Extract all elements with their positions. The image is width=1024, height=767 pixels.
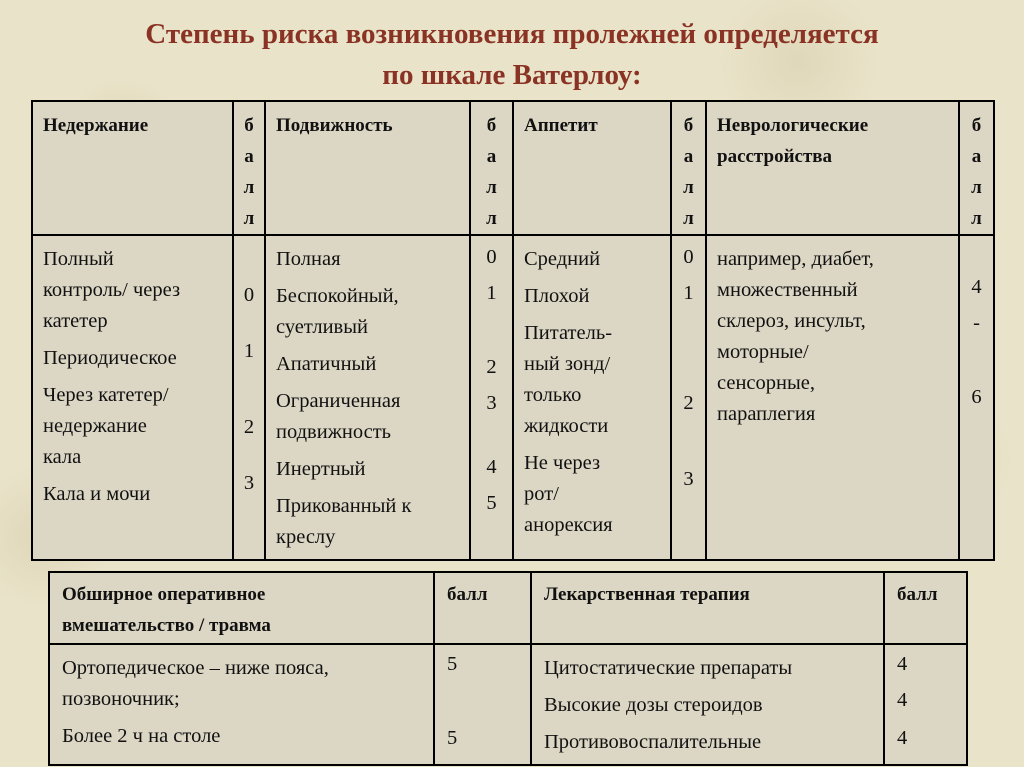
score-value: 0 xyxy=(243,284,255,306)
incontinence-items xyxy=(32,235,233,560)
text-line: параплегия xyxy=(717,403,816,425)
drug-scores xyxy=(884,644,967,765)
ball-letter: б xyxy=(486,115,497,136)
header-ball-appetite xyxy=(671,101,706,235)
appetite-items xyxy=(513,235,671,560)
ball-letter: л xyxy=(683,177,694,198)
header-incontinence: Недержание xyxy=(32,101,233,235)
table-body-row xyxy=(32,235,994,560)
score-value: 6 xyxy=(971,386,982,408)
ball-letter: а xyxy=(486,146,497,167)
title-line-1: Степень риска возникновения пролежней определяется xyxy=(145,18,879,50)
text-line: множественный xyxy=(717,279,858,301)
list-item-line: кала xyxy=(43,446,82,468)
ball-letter: а xyxy=(971,146,982,167)
header-drugs: Лекарственная терапия xyxy=(531,572,884,644)
ball-letter: а xyxy=(683,146,694,167)
list-item xyxy=(276,454,469,485)
list-item-line: ный зонд/ xyxy=(524,353,611,375)
score-value: 4 xyxy=(971,276,982,298)
list-item xyxy=(524,318,670,442)
header-surgery: Обширное оперативное вмешательство / травма xyxy=(49,572,434,644)
score-value: 5 xyxy=(447,653,458,675)
score-value: 5 xyxy=(486,492,497,514)
list-item xyxy=(43,343,232,374)
list-item-line: только xyxy=(524,384,582,406)
header-ball-mobility xyxy=(470,101,513,235)
score-value: - xyxy=(973,312,980,334)
score-value: 2 xyxy=(683,392,694,414)
list-item-line: Прикованный к xyxy=(276,495,412,517)
score-value: 3 xyxy=(683,468,694,490)
mobility-scores xyxy=(470,235,513,560)
list-item xyxy=(43,479,232,510)
mobility-items xyxy=(265,235,470,560)
header-neuro: Неврологические расстройства xyxy=(706,101,959,235)
neuro-items xyxy=(706,235,959,560)
list-item-line: суетливый xyxy=(276,316,368,338)
list-item xyxy=(62,721,433,752)
score-value: 4 xyxy=(486,456,497,478)
score-value: 2 xyxy=(243,416,255,438)
header-mobility: Подвижность xyxy=(265,101,470,235)
list-item-line: Питатель- xyxy=(524,322,613,344)
list-item-line: позвоночник; xyxy=(62,688,180,710)
list-item xyxy=(43,380,232,473)
title-line-2: по шкале Ватерлоу: xyxy=(382,59,642,91)
header-ball-incontinence xyxy=(233,101,265,235)
list-item-line: жидкости xyxy=(524,415,609,437)
list-item-line: недержание xyxy=(43,415,147,437)
list-item xyxy=(276,244,469,275)
list-item xyxy=(524,281,670,312)
score-value: 1 xyxy=(486,282,497,304)
list-item-line: контроль/ через xyxy=(43,279,181,301)
list-item-line: Полная xyxy=(276,248,341,270)
header-appetite: Аппетит xyxy=(513,101,671,235)
ball-letter: б xyxy=(244,115,254,136)
ball-letter: б xyxy=(971,115,982,136)
score-value: 3 xyxy=(486,392,497,414)
list-item-line: Через катетер/ xyxy=(43,384,169,406)
ball-letter: л xyxy=(486,208,497,229)
list-item-line: Периодическое xyxy=(43,347,177,369)
text-line: например, диабет, xyxy=(717,248,874,270)
score-value: 0 xyxy=(683,246,694,268)
surgery-items xyxy=(49,644,434,765)
score-value: 2 xyxy=(486,356,497,378)
ball-letter: л xyxy=(683,208,694,229)
list-item-line: Средний xyxy=(524,248,601,270)
text-line: Противовоспалительные xyxy=(544,731,762,753)
list-item-line: катетер xyxy=(43,310,108,332)
text-line: Цитостатические препараты xyxy=(544,657,793,679)
score-value: 1 xyxy=(243,340,255,362)
list-item xyxy=(276,491,469,553)
drug-items xyxy=(531,644,884,765)
list-item xyxy=(524,244,670,275)
list-item xyxy=(62,653,433,715)
list-item-line: рот/ xyxy=(524,483,559,505)
text-line: Высокие дозы стероидов xyxy=(544,694,763,716)
list-item-line: Кала и мочи xyxy=(43,483,151,505)
list-item-line: Более 2 ч на столе xyxy=(62,725,221,747)
list-item xyxy=(276,349,469,380)
ball-letter: л xyxy=(243,208,255,229)
ball-letter: а xyxy=(244,146,254,167)
slide-title xyxy=(0,14,1024,96)
additional-factors-table xyxy=(48,571,968,766)
ball-letter: л xyxy=(486,177,497,198)
incontinence-scores xyxy=(233,235,265,560)
header-ball-neuro xyxy=(959,101,994,235)
text-line: склероз, инсульт, xyxy=(717,310,866,332)
list-item xyxy=(524,448,670,541)
header-ball-drugs: балл xyxy=(884,572,967,644)
header-ball-surgery: балл xyxy=(434,572,531,644)
list-item-line: Апатичный xyxy=(276,353,377,375)
text-line: моторные/ xyxy=(717,341,809,363)
list-item xyxy=(276,386,469,448)
list-item-line: Полный xyxy=(43,248,114,270)
score-value: 5 xyxy=(447,727,458,749)
score-value: 4 xyxy=(897,653,908,675)
list-item-line: Ортопедическое – ниже пояса, xyxy=(62,657,329,679)
list-item xyxy=(43,244,232,337)
list-item-line: подвижность xyxy=(276,421,392,443)
list-item-line: креслу xyxy=(276,526,336,548)
text-line: сенсорные, xyxy=(717,372,815,394)
appetite-scores xyxy=(671,235,706,560)
waterlow-scale-table xyxy=(31,100,995,561)
list-item xyxy=(276,281,469,343)
surgery-scores xyxy=(434,644,531,765)
ball-letter: б xyxy=(683,115,694,136)
ball-letter: л xyxy=(971,208,982,229)
score-value: 4 xyxy=(897,689,908,711)
list-item-line: Беспокойный, xyxy=(276,285,399,307)
neuro-scores xyxy=(959,235,994,560)
table2-header-row xyxy=(49,572,967,644)
list-item-line: анорексия xyxy=(524,514,613,536)
list-item-line: Ограниченная xyxy=(276,390,401,412)
table-header-row xyxy=(32,101,994,235)
list-item-line: Не через xyxy=(524,452,601,474)
table2-body-row xyxy=(49,644,967,765)
score-value: 4 xyxy=(897,727,908,749)
ball-letter: л xyxy=(243,177,255,198)
score-value: 0 xyxy=(486,246,497,268)
ball-letter: л xyxy=(971,177,982,198)
score-value: 3 xyxy=(243,472,255,494)
score-value: 1 xyxy=(683,282,694,304)
list-item-line: Инертный xyxy=(276,458,366,480)
list-item-line: Плохой xyxy=(524,285,590,307)
